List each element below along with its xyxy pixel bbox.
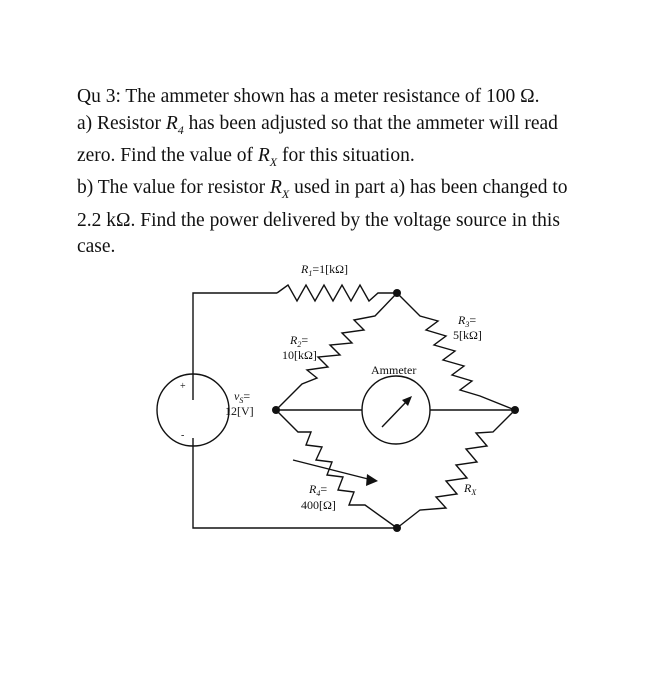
question-part-b: b) The value for resistor $R_X$ used in part a) has been changed to [77, 177, 568, 202]
r2-value: 10[kΩ] [282, 348, 317, 362]
plus-sign: + [180, 381, 186, 392]
question-line-6: case. [77, 236, 116, 258]
variable-arrow-icon [366, 474, 378, 486]
resistor-r1 [277, 285, 397, 301]
wire-top-left [193, 293, 277, 400]
ammeter-label: Ammeter [371, 363, 417, 377]
node-top [393, 289, 401, 297]
r3-value: 5[kΩ] [453, 328, 482, 342]
node-left [272, 406, 280, 414]
ammeter [362, 376, 430, 444]
r4-value: 400[Ω] [301, 498, 336, 512]
r4-symbol: R [165, 112, 178, 134]
node-right [511, 406, 519, 414]
rx-label: $R_X$ [464, 481, 477, 497]
r3-label: $R_3=$ [458, 313, 477, 329]
rx-subscript: X [269, 154, 278, 169]
resistor-r4 [276, 410, 397, 528]
r1-label: $R_1=1[k\Omega]$ [301, 262, 349, 278]
question-line-1: Qu 3: The ammeter shown has a meter resistance of 100 Ω. [77, 86, 540, 107]
rx-symbol: R [257, 144, 270, 166]
resistor-rx [397, 410, 515, 528]
ammeter-needle [382, 401, 407, 427]
node-bottom [393, 524, 401, 532]
rx-symbol-b: R [269, 177, 282, 199]
r4-subscript: 4 [177, 122, 184, 137]
rx-subscript-b: X [281, 187, 290, 202]
source-label: $v_S=$ [234, 389, 251, 405]
question-line-3: zero. Find the value of $R_X$ for this situation. [77, 144, 415, 169]
minus-sign: - [181, 430, 185, 441]
source-value: 12[V] [225, 404, 254, 418]
r4-label: $R_4=$ [309, 482, 328, 498]
question-line-5: 2.2 kΩ. Find the power delivered by the voltage source in this [77, 209, 560, 231]
variable-arrow-line [293, 460, 372, 480]
resistor-r3 [397, 293, 515, 410]
r2-label: $R_2=$ [290, 333, 309, 349]
question-part-a: a) Resistor $R_4$ has been adjusted so that the ammeter will read [77, 112, 558, 137]
